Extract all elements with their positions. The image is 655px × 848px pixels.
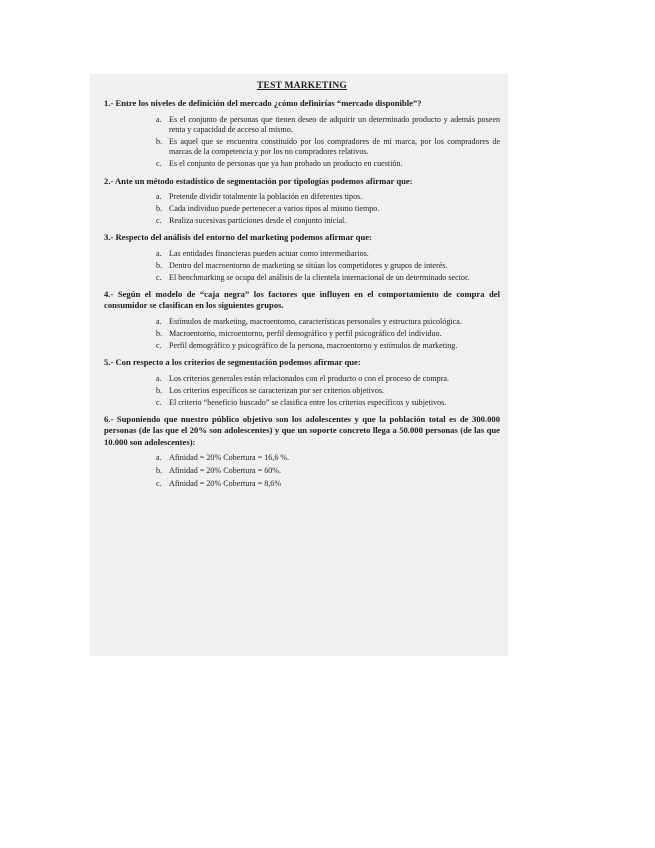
- option-letter: c.: [156, 479, 162, 489]
- option-c: [156, 398, 500, 408]
- option-c: [156, 216, 500, 226]
- option-a: [156, 317, 500, 327]
- option-letter: b.: [156, 466, 163, 476]
- option-letter: a.: [156, 453, 162, 463]
- option-text: Perfil demográfico y psicográfico de la persona, macroentorno y estímulos de marketing.: [169, 340, 458, 350]
- option-c: [156, 479, 500, 489]
- question-text: 6.- Suponiendo que nuestro público objetivo son los adolescentes y que la población total es de 300.000 personas (de las que el 20% son adolescentes) y que un soporte concreto llega a 50.000 personas (de las que 10.000 son adolescentes):: [104, 413, 500, 447]
- question-2: [104, 176, 500, 227]
- option-a: [156, 453, 500, 463]
- question-text: 3.- Respecto del análisis del entorno del marketing podemos afirmar que:: [104, 232, 372, 243]
- option-b: [156, 386, 500, 396]
- option-letter: b.: [156, 203, 163, 213]
- option-text: Afinidad = 20% Cobertura = 16,6 %.: [169, 453, 290, 463]
- question-text: 5.- Con respecto a los criterios de segmentación podemos afirmar que:: [104, 357, 361, 368]
- option-letter: a.: [156, 373, 162, 383]
- option-letter: a.: [156, 248, 162, 258]
- option-c: [156, 341, 500, 351]
- option-letter: a.: [156, 192, 162, 202]
- option-text: Los criterios generales están relacionados con el producto o con el proceso de compra.: [169, 373, 450, 383]
- option-b: [156, 137, 500, 158]
- option-a: [156, 249, 500, 259]
- option-letter: c.: [156, 215, 162, 225]
- option-list: [104, 317, 500, 351]
- option-a: [156, 374, 500, 384]
- option-text: Las entidades financieras pueden actuar como intermediarios.: [169, 248, 369, 258]
- option-b: [156, 466, 500, 476]
- option-list: [104, 374, 500, 408]
- option-a: [156, 192, 500, 202]
- option-letter: c.: [156, 272, 162, 282]
- scanned-page: [90, 74, 508, 656]
- option-text: Afinidad = 20% Cobertura = 8,6%: [169, 479, 282, 489]
- option-letter: b.: [156, 328, 163, 338]
- option-text: Realiza sucesivas particiones desde el conjunto inicial.: [169, 215, 347, 225]
- option-list: [104, 249, 500, 283]
- option-text: Estímulos de marketing, macroentorno, características personales y estructura psicológica.: [169, 316, 462, 326]
- question-5: [104, 357, 500, 408]
- document-title: TEST MARKETING: [257, 81, 347, 91]
- option-list: [104, 453, 500, 489]
- option-text: El criterio “beneficio buscado” se clasifica entre los criterios específicos y subjetivos.: [169, 397, 447, 407]
- option-b: [156, 329, 500, 339]
- option-text: Es aquel que se encuentra constituido por los compradores de mi marca, por los compradores de marcas de la competencia y por los no compradores relativos.: [169, 136, 500, 157]
- option-letter: c.: [156, 397, 162, 407]
- option-list: [104, 115, 500, 170]
- option-text: El benchmarking se ocupa del análisis de la clientela internacional de un determinado sector.: [169, 272, 470, 282]
- option-letter: a.: [156, 316, 162, 326]
- option-letter: c.: [156, 340, 162, 350]
- option-text: Pretende dividir totalmente la población en diferentes tipos.: [169, 192, 363, 202]
- question-4: [104, 289, 500, 351]
- option-text: Afinidad = 20% Cobertura = 60%.: [169, 466, 282, 476]
- option-text: Macroentorno, microentorno, perfil demográfico y perfil psicográfico del individuo.: [169, 328, 442, 338]
- option-letter: b.: [156, 385, 163, 395]
- option-letter: a.: [156, 114, 162, 124]
- option-list: [104, 192, 500, 226]
- option-letter: b.: [156, 260, 163, 270]
- option-text: Dentro del macroentorno de marketing se sitúan los competidores y grupos de interés.: [169, 260, 448, 270]
- option-b: [156, 261, 500, 271]
- question-text: 4.- Según el modelo de “caja negra” los factores que influyen en el comportamiento de compra del consumidor se clasifican en los siguientes grupos.: [104, 288, 500, 311]
- question-3: [104, 232, 500, 283]
- option-text: Es el conjunto de personas que ya han probado un producto en cuestión.: [169, 159, 403, 169]
- option-c: [156, 273, 500, 283]
- option-c: [156, 159, 500, 169]
- option-letter: c.: [156, 159, 162, 169]
- option-b: [156, 204, 500, 214]
- option-letter: b.: [156, 136, 163, 146]
- question-6: [104, 414, 500, 490]
- question-1: [104, 98, 500, 170]
- option-text: Los criterios específicos se caracterizan por ser criterios objetivos.: [169, 385, 385, 395]
- option-text: Cada individuo puede pertenecer a varios tipos al mismo tiempo.: [169, 203, 380, 213]
- question-text: 1.- Entre los niveles de definición del mercado ¿cómo definirías “mercado disponible”?: [104, 98, 422, 108]
- option-text: Es el conjunto de personas que tienen deseo de adquirir un determinado producto y además poseen renta y capacidad de acceso al mismo.: [169, 114, 500, 134]
- question-text: 2.- Ante un método estadístico de segmentación por tipologías podemos afirmar que:: [104, 175, 413, 186]
- option-a: [156, 115, 500, 136]
